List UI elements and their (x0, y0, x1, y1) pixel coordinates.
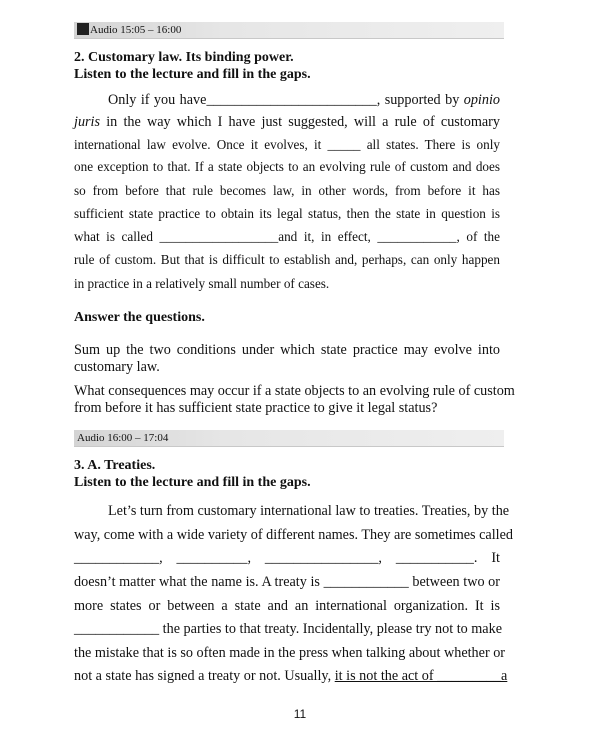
page-number: 11 (293, 707, 307, 721)
text-line: more states or between a state and an international organization. It is (74, 598, 500, 614)
text-line: ____________ the parties to that treaty. Incidentally, please try not to make (74, 621, 502, 637)
answer-heading: Answer the questions. (74, 310, 205, 325)
text-line: rule of custom. But that is difficult to establish and, perhaps, can only happen (74, 252, 500, 267)
audio-timestamp-bar (74, 22, 504, 39)
question-line: What consequences may occur if a state objects to an evolving rule of custom (74, 383, 515, 399)
audio-timestamp-bar (74, 430, 504, 447)
section-title: 2. Customary law. Its binding power. (74, 50, 294, 65)
question-line: Sum up the two conditions under which state practice may evolve into (74, 342, 500, 358)
section-title: 3. A. Treaties. (74, 458, 156, 473)
text-line: Only if you have________________________, supported by opinio (108, 92, 500, 108)
text-line: Let’s turn from customary international law to treaties. Treaties, by the (108, 503, 510, 519)
text-line: ____________, __________, ________________, ___________. It (74, 550, 500, 566)
text-line: not a state has signed a treaty or not. Usually, it is not the act of _________ a (74, 668, 508, 684)
audio-timestamp: Audio 16:00 – 17:04 (77, 432, 169, 444)
text-line: so from before that rule becomes law, in other words, from before it has (74, 183, 500, 198)
question-line: customary law. (74, 359, 160, 375)
text-line: international law evolve. Once it evolves, it _____ all states. There is only (74, 137, 500, 152)
text-line: sufficient state practice to obtain its legal status, then the state in question is (74, 206, 500, 221)
text-line: the mistake that is so often made in the press when talking about whether or (74, 645, 506, 661)
question-line: from before it has sufficient state practice to give it legal status? (74, 400, 438, 416)
text-line: juris in the way which I have just suggested, will a rule of customary (74, 114, 500, 130)
section-instruction: Listen to the lecture and fill in the gaps. (74, 475, 311, 490)
section-instruction: Listen to the lecture and fill in the gaps. (74, 67, 311, 82)
text-line: what is called __________________and it, in effect, ____________, of the (74, 229, 500, 244)
audio-marker (77, 23, 89, 35)
text-line: in practice in a relatively small number of cases. (74, 276, 330, 291)
text-line: way, come with a wide variety of different names. They are sometimes called (74, 527, 513, 543)
text-line: one exception to that. If a state objects to an evolving rule of custom and does (74, 159, 500, 174)
audio-timestamp: Audio 15:05 – 16:00 (90, 24, 182, 36)
text-line: doesn’t matter what the name is. A treaty is ____________ between two or (74, 574, 500, 590)
